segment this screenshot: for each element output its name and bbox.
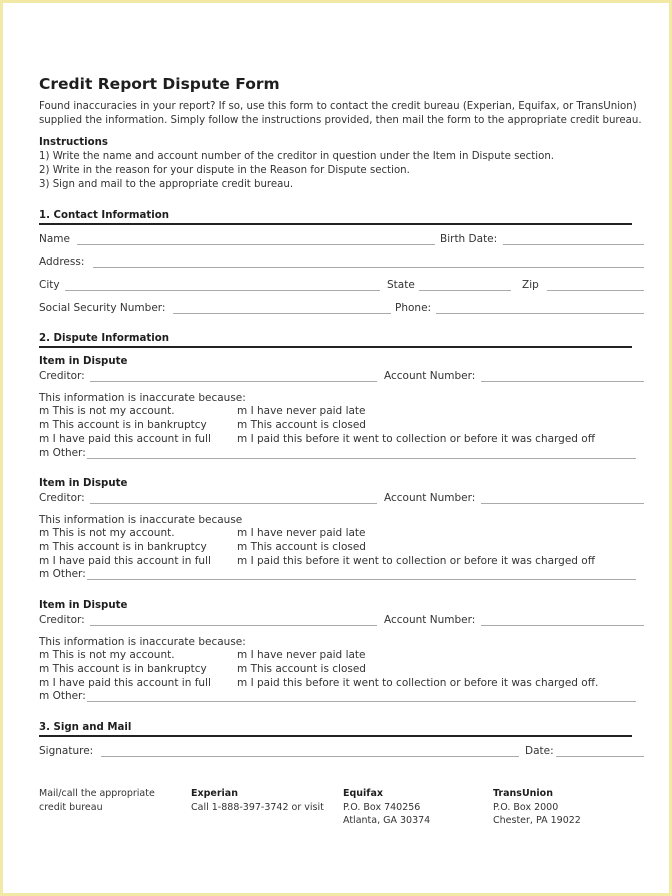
mail-note-line-1: Mail/call the appropriate	[39, 788, 155, 799]
account-number-label: Account Number:	[384, 492, 476, 504]
instruction-step-2: 2) Write in the reason for your dispute in the Reason for Dispute section.	[39, 165, 410, 176]
reason-not-my-account[interactable]: m This is not my account.	[39, 527, 175, 539]
ssn-label: Social Security Number:	[39, 302, 166, 314]
reason-not-my-account[interactable]: m This is not my account.	[39, 649, 175, 661]
reason-intro: This information is inaccurate because:	[39, 636, 246, 648]
intro-line-1: Found inaccuracies in your report? If so, use this form to contact the credit bureau (Experian, Equifax, or TransUnion)	[39, 101, 637, 112]
date-field[interactable]	[556, 756, 644, 757]
form-page	[3, 3, 669, 893]
city-label: City	[39, 279, 60, 291]
date-label: Date:	[525, 745, 554, 757]
account-number-field[interactable]	[481, 381, 644, 382]
instruction-step-1: 1) Write the name and account number of the creditor in question under the Item in Dispute section.	[39, 151, 555, 162]
other-reason-field[interactable]	[87, 701, 636, 702]
birth-date-field[interactable]	[503, 244, 644, 245]
reason-paid-before-collection[interactable]: m I paid this before it went to collection or before it was charged off	[237, 555, 595, 567]
creditor-field[interactable]	[90, 625, 377, 626]
mail-note	[39, 787, 155, 814]
section-divider	[39, 223, 632, 225]
state-label: State	[387, 279, 415, 291]
reason-paid-before-collection[interactable]: m I paid this before it went to collection or before it was charged off.	[237, 677, 599, 689]
reason-never-paid-late[interactable]: m I have never paid late	[237, 405, 366, 417]
item-in-dispute-heading: Item in Dispute	[39, 600, 128, 611]
bureau-name: Equifax	[343, 788, 383, 799]
section-divider	[39, 735, 632, 737]
bureau-equifax	[343, 787, 430, 828]
reason-paid-in-full[interactable]: m I have paid this account in full	[39, 555, 211, 567]
intro-line-2: supplied the information. Simply follow the instructions provided, then mail the form to the appropriate credit bureau.	[39, 115, 642, 126]
state-field[interactable]	[419, 290, 511, 291]
page-title: Credit Report Dispute Form	[39, 75, 280, 93]
bureau-address-line: Chester, PA 19022	[493, 815, 581, 826]
item-in-dispute-heading: Item in Dispute	[39, 478, 128, 489]
sign-section-heading: 3. Sign and Mail	[39, 722, 132, 733]
reason-not-my-account[interactable]: m This is not my account.	[39, 405, 175, 417]
reason-account-closed[interactable]: m This account is closed	[237, 541, 366, 553]
reason-paid-in-full[interactable]: m I have paid this account in full	[39, 433, 211, 445]
bureau-address-line: P.O. Box 740256	[343, 801, 421, 813]
name-label: Name	[39, 233, 70, 245]
bureau-transunion	[493, 787, 581, 828]
reason-paid-before-collection[interactable]: m I paid this before it went to collection or before it was charged off	[237, 433, 595, 445]
address-label: Address:	[39, 256, 85, 268]
phone-label: Phone:	[395, 302, 432, 314]
reason-account-closed[interactable]: m This account is closed	[237, 663, 366, 675]
bureau-address-line: P.O. Box 2000	[493, 801, 559, 813]
reason-intro: This information is inaccurate because:	[39, 392, 246, 404]
reason-other[interactable]: m Other:	[39, 690, 86, 702]
section-divider	[39, 346, 632, 348]
other-reason-field[interactable]	[87, 579, 636, 580]
item-in-dispute-heading: Item in Dispute	[39, 356, 128, 367]
account-number-label: Account Number:	[384, 370, 476, 382]
instructions-heading: Instructions	[39, 137, 108, 148]
reason-never-paid-late[interactable]: m I have never paid late	[237, 527, 366, 539]
creditor-field[interactable]	[90, 503, 377, 504]
signature-label: Signature:	[39, 745, 94, 757]
account-number-field[interactable]	[481, 625, 644, 626]
dispute-section-heading: 2. Dispute Information	[39, 333, 169, 344]
other-reason-field[interactable]	[87, 458, 636, 459]
address-field[interactable]	[93, 267, 644, 268]
reason-never-paid-late[interactable]: m I have never paid late	[237, 649, 366, 661]
reason-bankruptcy[interactable]: m This account is in bankruptcy	[39, 541, 207, 553]
zip-label: Zip	[522, 279, 539, 291]
mail-note-line-2: credit bureau	[39, 801, 103, 813]
creditor-label: Creditor:	[39, 614, 85, 626]
account-number-field[interactable]	[481, 503, 644, 504]
reason-bankruptcy[interactable]: m This account is in bankruptcy	[39, 419, 207, 431]
city-field[interactable]	[65, 290, 380, 291]
bureau-contact-line: Call 1-888-397-3742 or visit	[191, 801, 324, 813]
account-number-label: Account Number:	[384, 614, 476, 626]
reason-intro: This information is inaccurate because	[39, 514, 243, 526]
bureau-name: TransUnion	[493, 788, 553, 799]
contact-section-heading: 1. Contact Information	[39, 210, 170, 221]
bureau-address-line: Atlanta, GA 30374	[343, 815, 431, 826]
bureau-name: Experian	[191, 788, 238, 799]
reason-paid-in-full[interactable]: m I have paid this account in full	[39, 677, 211, 689]
phone-field[interactable]	[436, 313, 644, 314]
reason-other[interactable]: m Other:	[39, 568, 86, 580]
reason-bankruptcy[interactable]: m This account is in bankruptcy	[39, 663, 207, 675]
creditor-field[interactable]	[90, 381, 377, 382]
bureau-experian	[191, 787, 324, 814]
zip-field[interactable]	[547, 290, 644, 291]
reason-account-closed[interactable]: m This account is closed	[237, 419, 366, 431]
creditor-label: Creditor:	[39, 370, 85, 382]
ssn-field[interactable]	[173, 313, 391, 314]
instruction-step-3: 3) Sign and mail to the appropriate credit bureau.	[39, 179, 294, 190]
name-field[interactable]	[77, 244, 435, 245]
creditor-label: Creditor:	[39, 492, 85, 504]
reason-other[interactable]: m Other:	[39, 447, 86, 459]
signature-field[interactable]	[101, 756, 519, 757]
birth-date-label: Birth Date:	[440, 233, 498, 245]
